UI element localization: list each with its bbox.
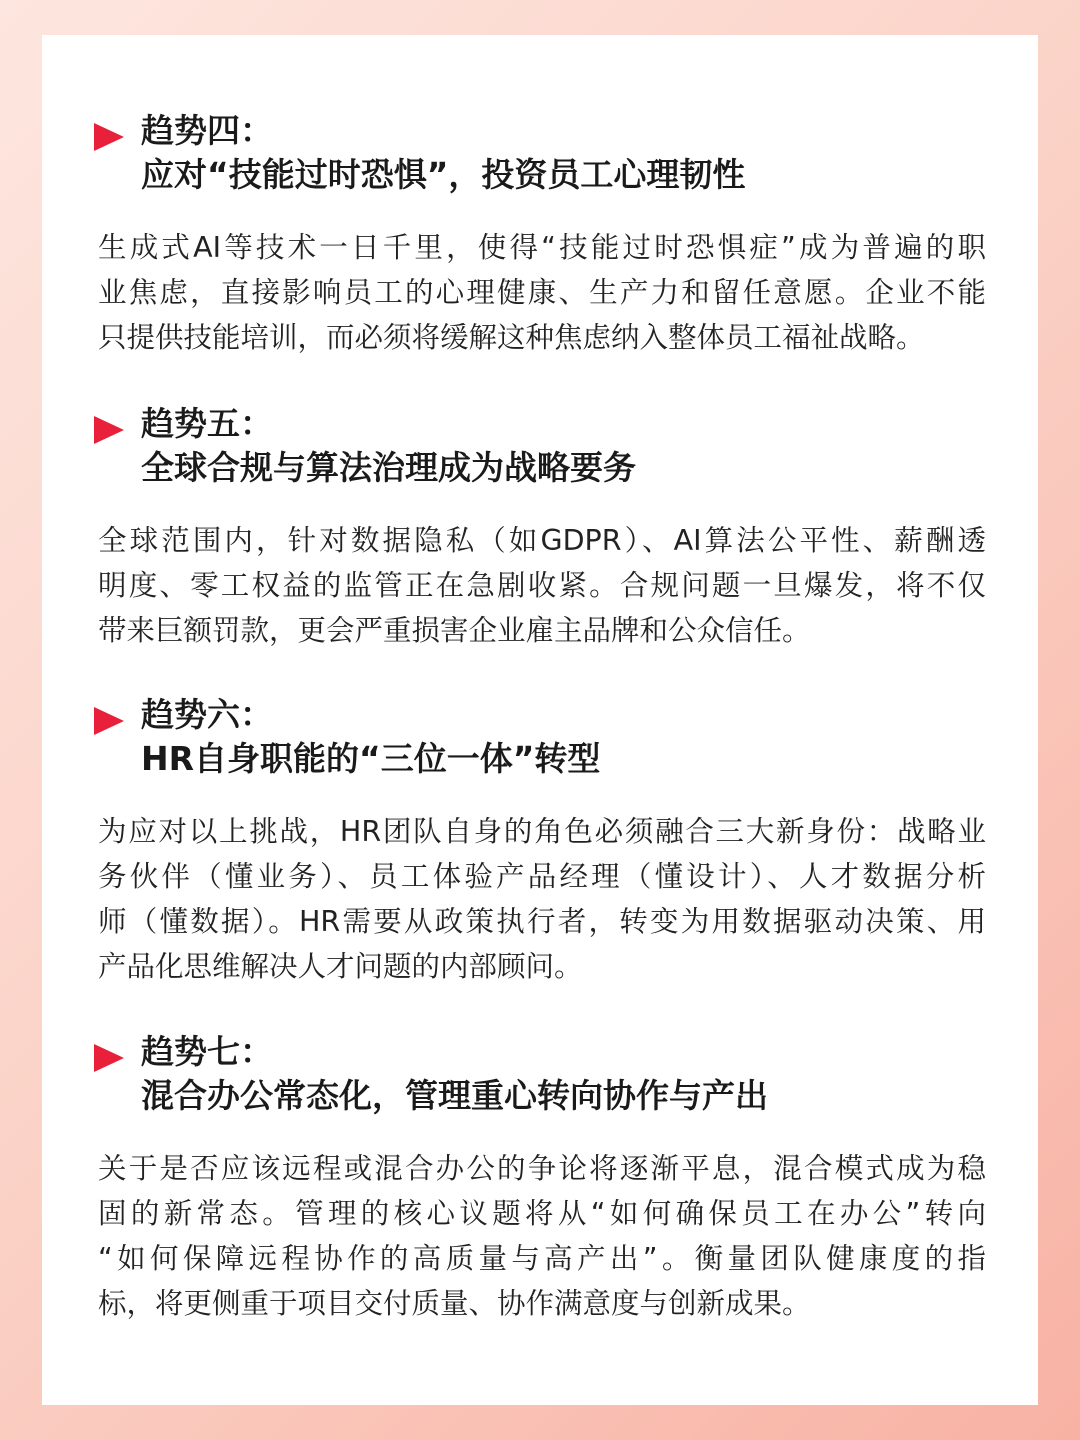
body-line: “如何保障远程协作的高质量与高产出”。衡量团队健康度的指 bbox=[98, 1242, 986, 1275]
trend-body bbox=[98, 225, 986, 360]
trend-title: 全球合规与算法治理成为战略要务 bbox=[141, 448, 636, 487]
trend-body bbox=[98, 1146, 986, 1326]
body-line: 带来巨额罚款，更会严重损害企业雇主品牌和公众信任。 bbox=[98, 614, 811, 647]
triangle-bullet-icon bbox=[94, 123, 124, 151]
body-line: 明度、零工权益的监管正在急剧收紧。合规问题一旦爆发，将不仅 bbox=[98, 569, 986, 602]
body-line: 只提供技能培训，而必须将缓解这种焦虑纳入整体员工福祉战略。 bbox=[98, 321, 925, 354]
body-line: 为应对以上挑战，HR团队自身的角色必须融合三大新身份：战略业 bbox=[98, 815, 986, 848]
body-line: 固的新常态。管理的核心议题将从“如何确保员工在办公”转向 bbox=[98, 1197, 986, 1230]
trend-body bbox=[98, 809, 986, 989]
trend-label: 趋势五： bbox=[141, 404, 273, 443]
body-line: 务伙伴（懂业务）、员工体验产品经理（懂设计）、人才数据分析 bbox=[98, 860, 986, 893]
triangle-bullet-icon bbox=[94, 416, 124, 444]
body-line: 生成式AI等技术一日千里，使得“技能过时恐惧症”成为普遍的职 bbox=[98, 231, 986, 264]
trend-label: 趋势六： bbox=[141, 695, 273, 734]
trend-title: 应对“技能过时恐惧”，投资员工心理韧性 bbox=[141, 155, 746, 194]
body-line: 产品化思维解决人才问题的内部顾问。 bbox=[98, 950, 583, 983]
body-line: 师（懂数据）。HR需要从政策执行者，转变为用数据驱动决策、用 bbox=[98, 905, 986, 938]
trend-label: 趋势七： bbox=[141, 1032, 273, 1071]
triangle-bullet-icon bbox=[94, 1044, 124, 1072]
body-line: 全球范围内，针对数据隐私（如GDPR）、AI算法公平性、薪酬透 bbox=[98, 524, 986, 557]
trend-body bbox=[98, 518, 986, 653]
trend-title: HR自身职能的“三位一体”转型 bbox=[141, 739, 601, 778]
triangle-bullet-icon bbox=[94, 707, 124, 735]
trend-label: 趋势四： bbox=[141, 111, 273, 150]
body-line: 业焦虑，直接影响员工的心理健康、生产力和留任意愿。企业不能 bbox=[98, 276, 986, 309]
body-line: 标，将更侧重于项目交付质量、协作满意度与创新成果。 bbox=[98, 1287, 811, 1320]
trend-title: 混合办公常态化，管理重心转向协作与产出 bbox=[141, 1076, 768, 1115]
body-line: 关于是否应该远程或混合办公的争论将逐渐平息，混合模式成为稳 bbox=[98, 1152, 986, 1185]
content-card bbox=[42, 35, 1038, 1405]
